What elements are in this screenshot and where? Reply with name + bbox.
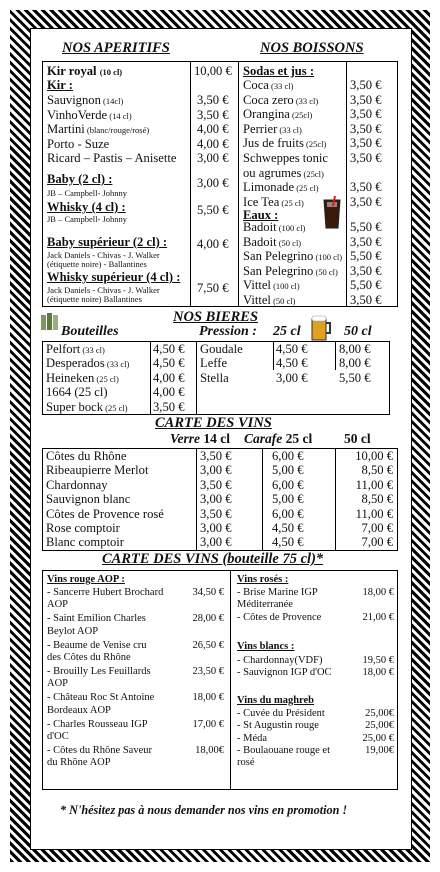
boisson-item: Jus de fruits (25cl) [243, 136, 327, 151]
vin-50cl-price: 7,00 € [361, 521, 393, 535]
rouge-item-line2: des Côtes du Rhône [47, 651, 131, 663]
vin-carafe-price: 5,00 € [272, 463, 304, 478]
maghreb-price: 19,00€ [365, 744, 394, 756]
boisson-item: Orangina (25cl) [243, 107, 313, 122]
maghreb-item: - Boulaouane rouge et [237, 744, 331, 756]
rouge-item: - Saint Emilion Charles [47, 613, 146, 625]
vin-50cl-price: 11,00 € [355, 506, 393, 521]
boisson-price: 3,50 € [350, 151, 382, 165]
whisky-sup-brands-2: (étiquette noire) Ballantines [47, 294, 142, 304]
maghreb-item: - Méda [237, 732, 268, 744]
eau-item: Vittel (50 cl) [243, 293, 296, 307]
eau-price: 3,50 € [350, 293, 382, 307]
rouge-item: - Côtes du Rhône Saveur [47, 744, 152, 756]
beer-bottle-price: 4,00 € [153, 385, 185, 400]
vin-name: Rose comptoir [46, 521, 120, 535]
whisky-sup-brands: Jack Daniels - Chivas - J. Walker [47, 285, 160, 295]
bouteilles-heading: Bouteilles [61, 324, 119, 339]
vin-carafe-price: 6,00 € [272, 506, 304, 521]
boisson-item: Ice Tea (25 cl) [243, 194, 304, 209]
vin-50cl-price: 7,00 € [361, 535, 393, 550]
blanc-price: 18,00 € [362, 667, 394, 679]
whisky-sup-price: 7,50 € [197, 281, 229, 295]
beer-bottle-item: Pelfort (33 cl) [46, 342, 105, 356]
vins-50cl-heading: 50 cl [344, 431, 371, 446]
aperitif-item: VinhoVerde (14 cl) [47, 107, 132, 122]
rouge-item: - Sancerre Hubert Brochard [47, 587, 164, 598]
rouge-item: - Charles Rousseau IGP [47, 718, 148, 730]
rouge-item-line2: Bordeaux AOP [47, 704, 111, 716]
vin-name: Ribeaupierre Merlot [46, 463, 149, 478]
bieres-title: NOS BIERES [173, 309, 259, 325]
boisson-item: Perrier (33 cl) [243, 121, 302, 136]
vin-50cl-price: 8,50 € [361, 463, 393, 478]
boisson-price: 3,50 € [350, 136, 382, 151]
rouge-price: 28,00 € [192, 613, 224, 625]
vin-verre-price: 3,50 € [200, 506, 232, 521]
whisky-brands: JB – Campbell- Johnny [47, 214, 128, 224]
boisson-price: 3,50 € [350, 78, 382, 92]
aperitifs-title: NOS APERITIFS [62, 40, 170, 56]
verre-heading: Verre 14 cl [170, 431, 230, 446]
beer-bottle-price: 3,50 € [153, 399, 185, 414]
baby-sup-brands-2: (étiquette noire) - Ballantines [47, 259, 147, 269]
kir-royal: Kir royal (10 cl) [47, 64, 123, 78]
rouge-price: 18,00 € [192, 692, 224, 704]
rouge-price: 23,50 € [192, 665, 224, 677]
baby-sup-heading: Baby supérieur (2 cl) : [47, 235, 168, 249]
sodas-heading: Sodas et jus : [243, 64, 315, 78]
maghreb-item: - St Augustin rouge [237, 720, 319, 732]
rouge-heading: Vins rouge AOP : [47, 574, 125, 585]
beer-draft-25cl-price: 3,00 € [276, 370, 308, 385]
blancs-heading: Vins blancs : [237, 641, 295, 652]
baby-heading: Baby (2 cl) : [47, 172, 113, 186]
vin-50cl-price: 8,50 € [361, 492, 393, 507]
boisson-price: 3,50 € [350, 92, 382, 107]
baby-sup-brands: Jack Daniels - Chivas - J. Walker [47, 250, 160, 260]
kir-heading: Kir : [47, 78, 73, 92]
boisson-item: ou agrumes (25cl) [243, 165, 324, 180]
rouge-item-line2: AOP [47, 678, 69, 690]
rouge-item-line2: d'OC [47, 730, 69, 742]
boisson-price: 3,50 € [350, 180, 382, 195]
rouge-item: - Beaume de Venise cru [47, 639, 147, 651]
vin-name: Sauvignon blanc [46, 492, 131, 507]
maghreb-price: 25,00€ [365, 720, 394, 732]
rose-item: - Côtes de Provence [237, 611, 322, 623]
boisson-price: 3,50 € [350, 107, 382, 122]
vin-carafe-price: 5,00 € [272, 492, 304, 507]
eau-item: Badoit (100 cl) [243, 220, 306, 234]
rouge-price: 26,50 € [192, 639, 224, 651]
eau-price: 5,50 € [350, 278, 382, 293]
boisson-item: Coca zero (33 cl) [243, 92, 319, 107]
whisky-heading: Whisky (4 cl) : [47, 200, 126, 214]
beer-draft-50cl-price: 5,50 € [339, 370, 371, 385]
boissons-title: NOS BOISSONS [260, 40, 364, 56]
beer-draft-50cl-price: 8,00 € [339, 356, 371, 371]
vin-verre-price: 3,00 € [200, 535, 232, 550]
rouge-item: - Brouilly Les Feuillards [47, 665, 151, 677]
beer-draft-25cl-price: 4,50 € [276, 342, 308, 356]
blanc-item: - Sauvignon IGP d'OC [237, 667, 332, 679]
pression-50cl: 50 cl [344, 324, 372, 339]
beer-bottle-item: Heineken (25 cl) [46, 370, 119, 385]
maghreb-price: 25,00 € [362, 732, 394, 744]
vin-verre-price: 3,00 € [200, 492, 232, 507]
aperitif-item: Martini (blanc/rouge/rosé) [47, 122, 150, 137]
maghreb-item: rosé [237, 757, 255, 769]
vin-50cl-price: 11,00 € [355, 477, 393, 492]
eau-price: 3,50 € [350, 263, 382, 278]
boisson-item: Limonade (25 cl) [243, 180, 319, 195]
aperitif-price: 3,00 € [197, 151, 229, 166]
beer-draft-25cl-price: 4,50 € [276, 356, 308, 371]
kir-royal-price: 10,00 € [194, 64, 232, 78]
rouge-item-line2: AOP [47, 599, 69, 611]
cola-glass-icon [322, 196, 342, 230]
eau-price: 5,50 € [350, 249, 382, 264]
footer-note: * N'hésitez pas à nous demander nos vins en promotion ! [60, 803, 348, 817]
baby-sup-price: 4,00 € [197, 237, 229, 251]
rouge-item: - Château Roc St Antoine [47, 692, 155, 704]
vin-name: Côtes de Provence rosé [46, 506, 164, 521]
beer-bottle-price: 4,50 € [153, 342, 185, 356]
vin-name: Blanc comptoir [46, 535, 124, 550]
rouge-item-line2: Beylot AOP [47, 625, 99, 637]
aperitif-price: 4,00 € [197, 122, 229, 137]
beer-draft-50cl-price: 8,00 € [339, 342, 371, 356]
carafe-heading: Carafe 25 cl [244, 431, 313, 446]
baby-brands: JB – Campbell- Johnny [47, 188, 128, 198]
vin-verre-price: 3,50 € [200, 477, 232, 492]
rouge-price: 34,50 € [192, 587, 224, 598]
beer-draft-item: Leffe [200, 356, 228, 371]
vin-carafe-price: 4,50 € [272, 535, 304, 550]
beer-bottle-item: Super bock (25 cl) [46, 399, 128, 414]
pression-25cl: 25 cl [273, 324, 301, 339]
vin-carafe-price: 4,50 € [272, 521, 304, 535]
rouge-item-line2: du Rhône AOP [47, 757, 111, 769]
maghreb-heading: Vins du maghreb [237, 695, 315, 706]
boisson-item: Coca (33 cl) [243, 78, 294, 92]
rose-price: 18,00 € [362, 587, 394, 598]
aperitif-item: Porto - Suze [47, 136, 110, 151]
beer-draft-item: Goudale [200, 342, 243, 356]
beer-bottle-price: 4,00 € [153, 370, 185, 385]
boisson-price: 3,50 € [350, 194, 382, 209]
vin-verre-price: 3,00 € [200, 463, 232, 478]
blanc-item: - Chardonnay(VDF) [237, 655, 323, 666]
vin-carafe-price: 6,00 € [272, 449, 304, 463]
boisson-price: 3,50 € [350, 121, 382, 136]
pression-heading: Pression : [199, 324, 257, 339]
eau-price: 5,50 € [350, 220, 382, 234]
beer-bottle-item: 1664 (25 cl) [46, 385, 108, 400]
beer-mug-icon [310, 313, 332, 341]
maghreb-price: 25,00€ [365, 708, 394, 719]
vin-name: Chardonnay [46, 477, 108, 492]
maghreb-item: - Cuvée du Président [237, 708, 325, 719]
whisky-price: 5,50 € [197, 203, 229, 217]
vin-50cl-price: 10,00 € [355, 449, 393, 463]
boisson-item: Schweppes tonic [243, 151, 328, 165]
aperitif-item: Sauvignon (14cl) [47, 93, 124, 107]
eau-price: 3,50 € [350, 234, 382, 249]
vin-carafe-price: 6,00 € [272, 477, 304, 492]
roses-heading: Vins rosés : [237, 574, 289, 585]
bouteilles-title: CARTE DES VINS (bouteille 75 cl)* [102, 551, 324, 567]
eau-item: Vittel (100 cl) [243, 278, 300, 293]
rose-item: - Brise Marine IGP [237, 587, 318, 598]
rouge-price: 18,00€ [195, 744, 224, 756]
rouge-price: 17,00 € [192, 718, 224, 730]
eau-item: Badoit (50 cl) [243, 234, 302, 249]
bottles-icon [40, 309, 60, 331]
aperitif-item: Ricard – Pastis – Anisette [47, 151, 177, 166]
aperitif-price: 4,00 € [197, 136, 229, 151]
beer-bottle-item: Desperados (33 cl) [46, 356, 130, 371]
rose-price: 21,00 € [362, 611, 394, 623]
vin-verre-price: 3,50 € [200, 449, 232, 463]
beer-bottle-price: 4,50 € [153, 356, 185, 371]
blanc-price: 19,50 € [362, 655, 394, 666]
baby-price: 3,00 € [197, 176, 229, 190]
eau-item: San Pelegrino (50 cl) [243, 263, 338, 278]
aperitif-price: 3,50 € [197, 93, 229, 107]
rose-item-line2: Méditerranée [237, 599, 293, 611]
beer-draft-item: Stella [200, 370, 229, 385]
whisky-sup-heading: Whisky supérieur (4 cl) : [47, 270, 181, 284]
vin-name: Côtes du Rhône [46, 449, 127, 463]
eaux-heading: Eaux : [243, 208, 279, 222]
vin-verre-price: 3,00 € [200, 521, 232, 535]
eau-item: San Pelegrino (100 cl) [243, 249, 343, 264]
vins-title: CARTE DES VINS [155, 415, 272, 431]
aperitif-price: 3,50 € [197, 107, 229, 122]
